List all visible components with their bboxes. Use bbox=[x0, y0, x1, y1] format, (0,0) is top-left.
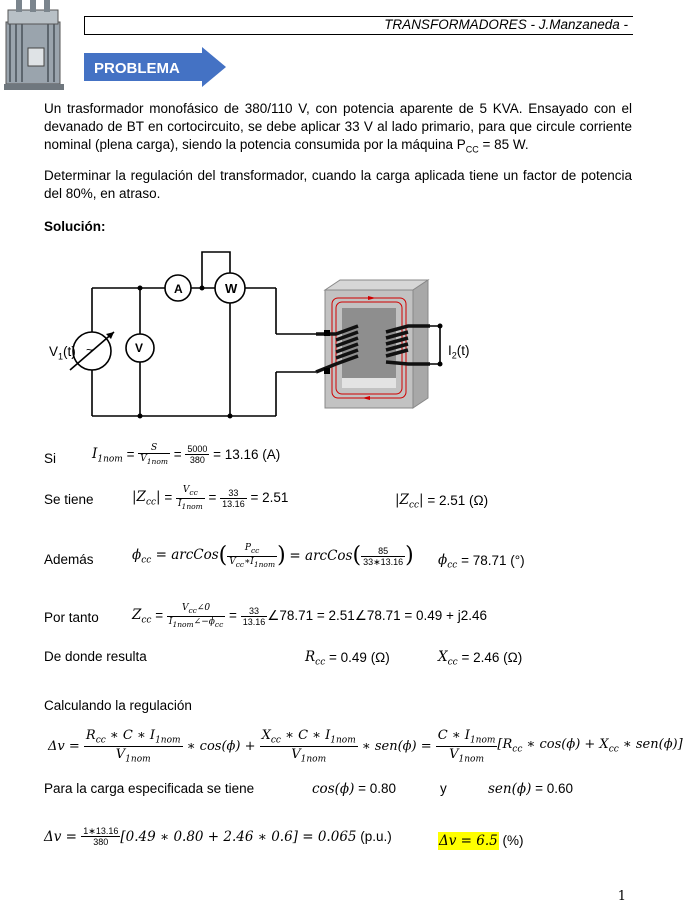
wattmeter-label: W bbox=[225, 281, 238, 296]
problema-label: PROBLEMA bbox=[94, 60, 180, 77]
ammeter-label: A bbox=[174, 282, 183, 296]
solution-label: Solución: bbox=[44, 219, 106, 234]
step-se-tiene-label: Se tiene bbox=[44, 492, 94, 507]
source-label: ~ bbox=[86, 342, 94, 357]
step-calculando-label: Calculando la regulación bbox=[44, 698, 192, 713]
transformer-photo bbox=[0, 0, 72, 100]
eq-dv-result: Δv = 6.5 (%) bbox=[439, 833, 524, 849]
step-ademas-label: Además bbox=[44, 552, 94, 567]
eq-regulation-formula: Δv = $\frac{R_{cc} ∗ C ∗ I_{1nom}}{V_{1nom}}$ ∗ cos(ϕ) + $\frac{X_{cc} ∗ C ∗ I_{1nom}}{V_{1nom}}$ ∗ sen(ϕ) = $\frac{C ∗ I_{1nom}}{V_{1nom}}$ [$R_{cc}$ ∗ $\cos(\phi) + X_{cc}$ ∗ sen(ϕ)] bbox=[48, 728, 683, 765]
step-por-tanto-label: Por tanto bbox=[44, 610, 99, 625]
eq-phi: $\phi_{cc}$ = arcCos ( $\frac{P_{cc}}{V_{cc}∗I_{1nom}}$ ) = arcCos ( $\frac{85}{33∗13.16}$ ) bbox=[132, 543, 414, 569]
statement-paragraph-2: Determinar la regulación del transformador, cuando la carga aplicada tiene un factor de potencia del 80%, en atraso. bbox=[44, 168, 632, 201]
circuit-diagram bbox=[40, 248, 480, 420]
eq-dv-final-calc: Δv = $\frac{1∗13.16}{380}$ [0.49 ∗ 0.80 + 2.46 ∗ 0.6] = 0.065 (p.u.) bbox=[44, 826, 392, 847]
eq-zcc-polar: $Z_{cc}$ = $\frac{V_{cc}\angle 0}{I_{1nom}\angle-\phi_{cc}}$ = $\frac{33}{13.16}$ ∠78.71 = 2.51∠78.71 = 0.49 + j2.46 bbox=[132, 603, 487, 629]
eq-xcc: $X_{cc}$ = 2.46 (Ω) bbox=[438, 649, 523, 668]
eq-zcc-unit: $|Z_{cc}|$ = 2.51 (Ω) bbox=[395, 492, 489, 511]
i2-label: $I_2(t)$ bbox=[448, 343, 470, 361]
eq-cos: cos(ϕ) = 0.80 bbox=[312, 781, 397, 797]
header-title: TRANSFORMADORES - J.Manzaneda - bbox=[384, 17, 628, 32]
eq-i1nom: $I_{1nom}$ = $\frac{S}{V_{1nom}}$ = $\frac{5000}{380}$ = 13.16 (A) bbox=[92, 443, 281, 466]
eq-rcc: $R_{cc}$ = 0.49 (Ω) bbox=[305, 649, 390, 668]
v1-label: $V_1(t)$ bbox=[49, 344, 76, 362]
dv-highlight: Δv = 6.5 bbox=[439, 833, 498, 849]
step-si-label: Si bbox=[44, 451, 57, 466]
statement-paragraph-1: Un trasformador monofásico de 380/110 V, con potencia aparente de 5 KVA. Ensayado con el devanado de BT en cortocircuito, se debe aplicar 33 V al lado primario, para que circule corriente nominal (plena carga), siendo la potencia consumida por la máquina $P_{CC} = 85$ W. bbox=[44, 101, 632, 155]
eq-sen: sen(ϕ) = 0.60 bbox=[488, 781, 574, 797]
page-number: 1 bbox=[617, 889, 626, 904]
step-y-label: y bbox=[440, 781, 447, 796]
eq-phi-result: $\phi_{cc}$ = 78.71 (°) bbox=[438, 552, 525, 571]
eq-zcc: $|Z_{cc}|$ = $\frac{V_{cc}}{I_{1nom}}$ = $\frac{33}{13.16}$ = 2.51 bbox=[132, 485, 289, 511]
step-para-carga-label: Para la carga especificada se tiene bbox=[44, 781, 255, 796]
step-de-donde-label: De donde resulta bbox=[44, 649, 147, 664]
voltmeter-label: V bbox=[135, 341, 144, 355]
